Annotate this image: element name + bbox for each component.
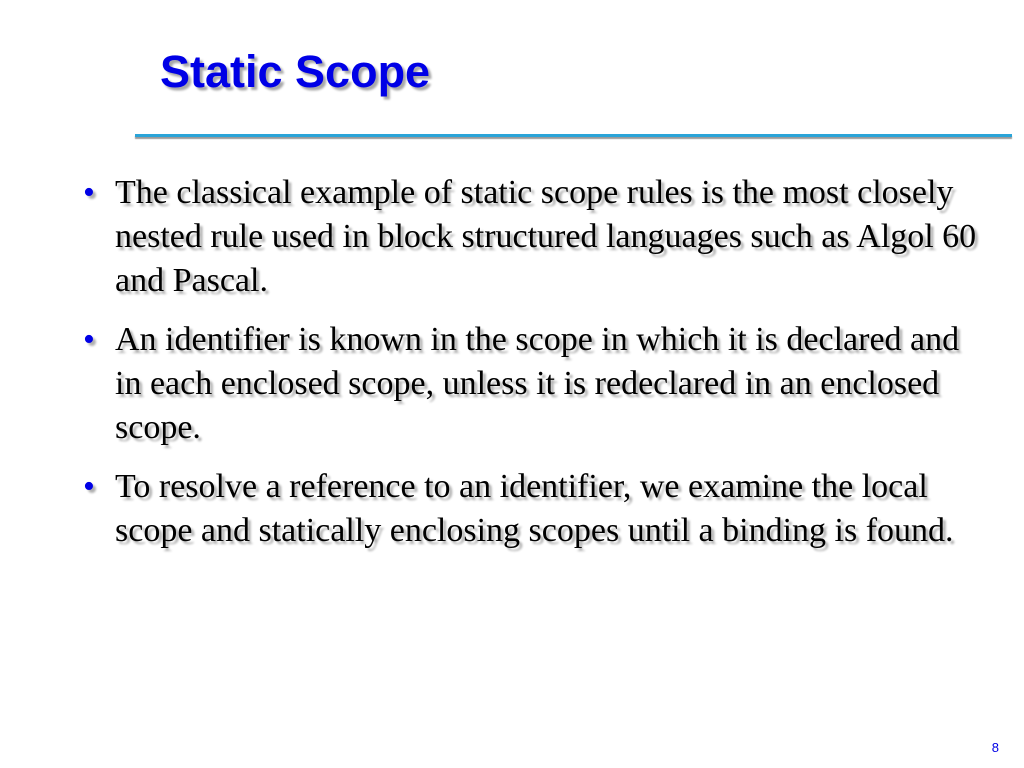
bullet-dot-icon: • bbox=[83, 174, 95, 211]
bullet-item bbox=[80, 171, 980, 303]
bullet-text: The classical example of static scope rules is the most closely nested rule used in block structured languages such as Algol 60 and Pascal. bbox=[115, 174, 977, 299]
bullet-text: To resolve a reference to an identifier, we examine the local scope and statically enclosing scopes until a binding is found. bbox=[115, 468, 954, 549]
slide-title: Static Scope bbox=[160, 46, 431, 97]
bullet-text: An identifier is known in the scope in which it is declared and in each enclosed scope, unless it is redeclared in an enclosed scope. bbox=[115, 321, 960, 446]
bullet-item bbox=[80, 318, 980, 450]
bullet-dot-icon: • bbox=[83, 321, 95, 358]
title-divider bbox=[135, 134, 1012, 137]
bullet-dot-icon: • bbox=[83, 468, 95, 505]
bullet-list bbox=[80, 171, 980, 568]
bullet-item bbox=[80, 465, 980, 553]
page-number: 8 bbox=[991, 740, 999, 755]
